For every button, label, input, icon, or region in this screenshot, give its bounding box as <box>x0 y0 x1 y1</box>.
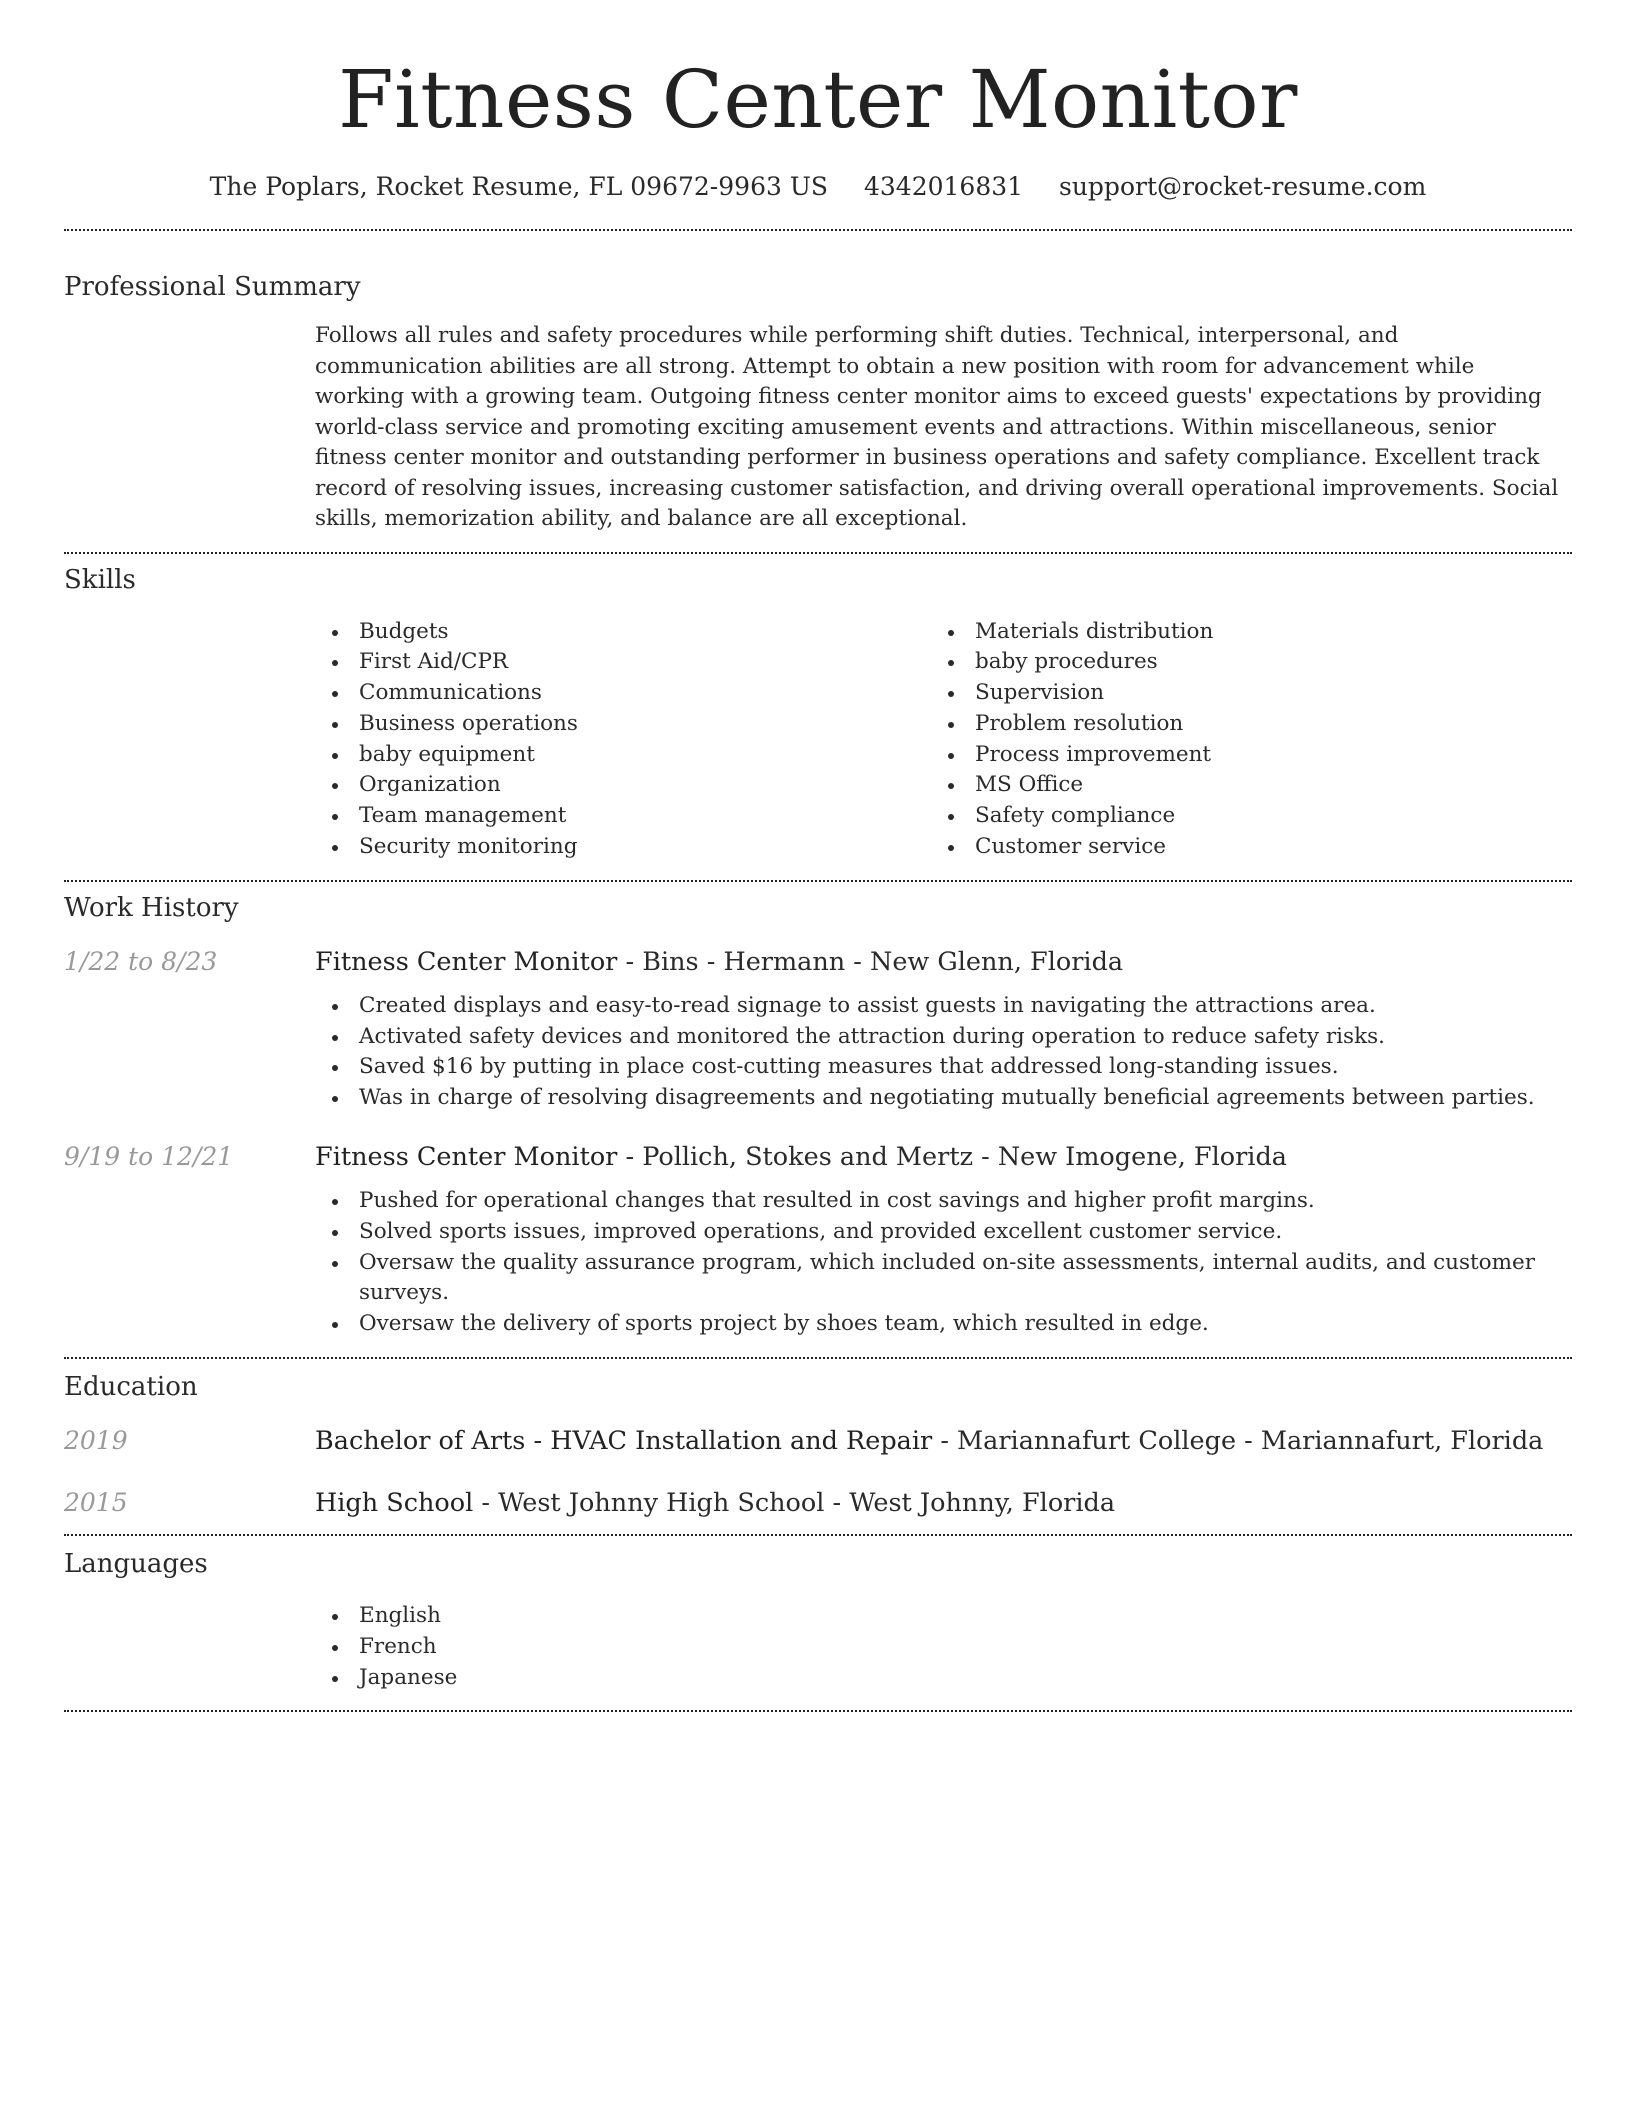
skill-item: Customer service <box>975 832 1547 863</box>
skill-item: Materials distribution <box>975 617 1547 648</box>
job-bullet: Was in charge of resolving disagreements and negotiating mutually beneficial agreements between parties. <box>359 1083 1572 1114</box>
section-title-summary: Professional Summary <box>64 272 361 302</box>
education-heading <box>315 1426 1543 1456</box>
skill-item: baby procedures <box>975 647 1547 678</box>
languages-list <box>315 1601 1572 1693</box>
language-bullet-list <box>315 1601 1572 1693</box>
education-school: - Mariannafurt College - Mariannafurt, Florida <box>932 1426 1544 1457</box>
language-item: English <box>359 1601 1572 1632</box>
education-heading <box>315 1488 1115 1518</box>
job-heading <box>315 1142 1287 1172</box>
education-entry <box>64 1488 1572 1518</box>
resume-page <box>64 0 1572 1712</box>
job-dates: 9/19 to 12/21 <box>64 1142 234 1172</box>
email: support@rocket-resume.com <box>1059 172 1427 201</box>
section-title-skills: Skills <box>64 564 136 595</box>
skill-item: Safety compliance <box>975 801 1547 832</box>
skill-item: Supervision <box>975 678 1547 709</box>
skill-item: MS Office <box>975 770 1547 801</box>
skill-item: Business operations <box>359 709 931 740</box>
skill-item: Team management <box>359 801 931 832</box>
education-school: - West Johnny High School - West Johnny, Florida <box>473 1488 1116 1519</box>
job-bullet: Oversaw the delivery of sports project by shoes team, which resulted in edge. <box>359 1309 1572 1340</box>
job-bullet: Created displays and easy-to-read signage to assist guests in navigating the attractions area. <box>359 991 1572 1022</box>
skill-item: Budgets <box>359 617 931 648</box>
job-position: Fitness Center Monitor <box>315 946 618 977</box>
language-item: French <box>359 1632 1572 1663</box>
divider <box>64 1710 1572 1712</box>
contact-line <box>64 170 1572 204</box>
skill-item: baby equipment <box>359 740 931 771</box>
education-year: 2015 <box>64 1488 128 1518</box>
education-year: 2019 <box>64 1426 128 1456</box>
skills-list <box>315 617 1572 863</box>
phone: 4342016831 <box>863 172 1024 201</box>
job-bullet: Pushed for operational changes that resulted in cost savings and higher profit margins. <box>359 1186 1572 1217</box>
job-company: - Bins - Hermann - New Glenn, Florida <box>617 946 1124 977</box>
skills-column-left <box>315 617 931 863</box>
job-bullet: Oversaw the quality assurance program, which included on-site assessments, internal audits, and customer surveys. <box>359 1248 1572 1310</box>
job-entry <box>64 1142 1572 1172</box>
divider <box>64 1357 1572 1359</box>
divider <box>64 552 1572 554</box>
job-heading <box>315 947 1123 977</box>
education-entry <box>64 1426 1572 1456</box>
divider <box>64 880 1572 882</box>
section-title-languages: Languages <box>64 1549 208 1580</box>
job-company: - Pollich, Stokes and Mertz - New Imogene, Florida <box>617 1142 1287 1173</box>
skills-column-right <box>931 617 1547 863</box>
language-item: Japanese <box>359 1663 1572 1694</box>
education-degree: Bachelor of Arts - HVAC Installation and Repair <box>315 1426 933 1457</box>
education-degree: High School <box>315 1488 474 1519</box>
job-bullet: Saved $16 by putting in place cost-cutting measures that addressed long-standing issues. <box>359 1052 1572 1083</box>
skill-item: Security monitoring <box>359 832 931 863</box>
job-bullet: Activated safety devices and monitored the attraction during operation to reduce safety risks. <box>359 1022 1572 1053</box>
divider <box>64 229 1572 231</box>
job-position: Fitness Center Monitor <box>315 1142 618 1173</box>
skill-item: Organization <box>359 770 931 801</box>
candidate-name: Fitness Center Monitor <box>338 53 1298 146</box>
job-bullet-list <box>315 1186 1572 1340</box>
skill-item: First Aid/CPR <box>359 647 931 678</box>
section-title-work: Work History <box>64 892 239 923</box>
address: The Poplars, Rocket Resume, FL 09672-9963 US <box>209 172 829 201</box>
job-bullet-list <box>315 991 1572 1114</box>
section-title-education: Education <box>64 1372 198 1403</box>
job-bullet: Solved sports issues, improved operations, and provided excellent customer service. <box>359 1217 1572 1248</box>
job-dates: 1/22 to 8/23 <box>64 946 218 976</box>
divider <box>64 1534 1572 1536</box>
job-bullets <box>315 991 1572 1114</box>
job-bullets <box>315 1186 1572 1340</box>
summary-text: Follows all rules and safety procedures while performing shift duties. Technical, interpersonal, and communication abilities are all strong. Attempt to obtain a new position with room for advancement while working with a growing team. Outgoing fitness center monitor aims to exceed guests' expectations by providing world-class service and promoting exciting amusement events and attractions. Within miscellaneous, senior fitness center monitor and outstanding performer in business operations and safety compliance. Excellent track record of resolving issues, increasing customer satisfaction, and driving overall operational improvements. Social skills, memorization ability, and balance are all exceptional. <box>315 323 1559 531</box>
skill-item: Problem resolution <box>975 709 1547 740</box>
skill-item: Process improvement <box>975 740 1547 771</box>
skill-item: Communications <box>359 678 931 709</box>
job-entry <box>64 947 1572 977</box>
